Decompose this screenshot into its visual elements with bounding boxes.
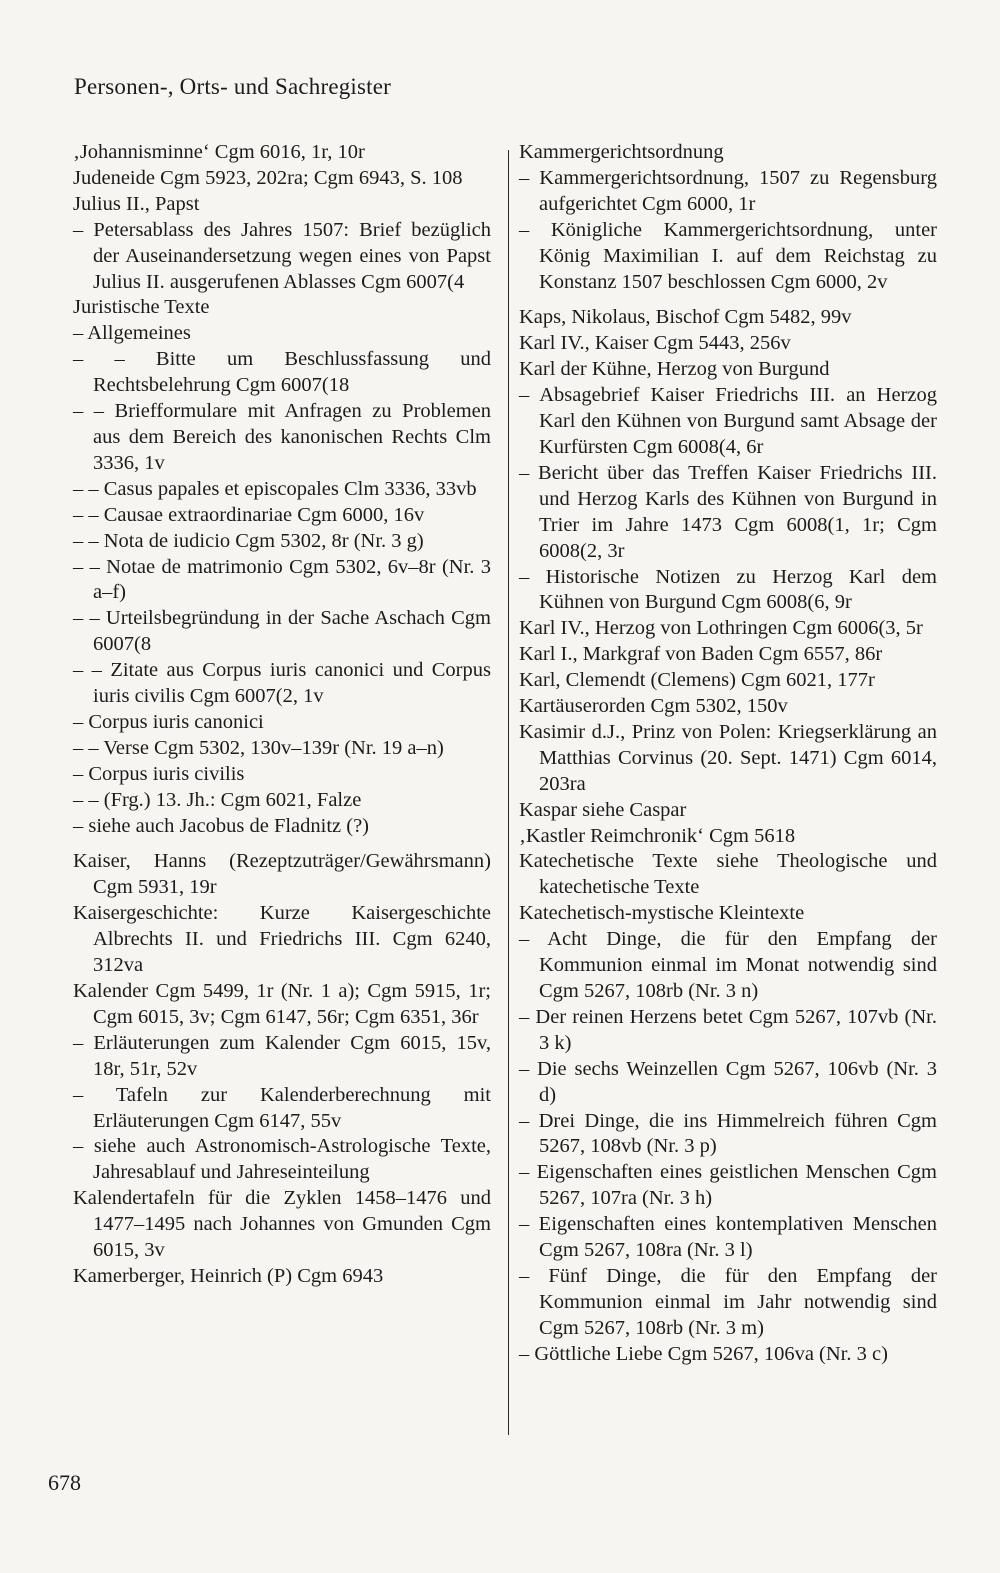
- index-entry: Kaiser, Hanns (Rezeptzuträger/Gewährsmann) Cgm 5931, 19r: [73, 850, 491, 899]
- left-column: [73, 140, 491, 1290]
- index-entry: – siehe auch Jacobus de Fladnitz (?): [73, 814, 370, 837]
- index-entry: Kaisergeschichte: Kurze Kaisergeschichte Albrechts II. und Friedrichs III. Cgm 6240, 312va: [73, 902, 491, 977]
- index-entry: – Allgemeines: [73, 322, 191, 345]
- index-entry: Katechetisch-mystische Kleintexte: [519, 902, 805, 925]
- index-entry: – Fünf Dinge, die für den Empfang der Kommunion einmal im Jahr notwendig sind Cgm 5267, 108rb (Nr. 3 m): [519, 1264, 937, 1339]
- index-entry: – – Nota de iudicio Cgm 5302, 8r (Nr. 3 g): [73, 529, 424, 552]
- index-entry: – Tafeln zur Kalenderberechnung mit Erläuterungen Cgm 6147, 55v: [73, 1083, 491, 1132]
- index-entry: – Absagebrief Kaiser Friedrichs III. an Herzog Karl den Kühnen von Burgund samt Absage der Kurfürsten Cgm 6008(4, 6r: [519, 384, 937, 458]
- index-entry: – – Notae de matrimonio Cgm 5302, 6v–8r (Nr. 3 a–f): [73, 555, 491, 604]
- index-entry: Karl IV., Kaiser Cgm 5443, 256v: [519, 332, 791, 355]
- index-entry: – – Casus papales et episcopales Clm 3336, 33vb: [73, 477, 477, 500]
- index-entry: – Die sechs Weinzellen Cgm 5267, 106vb (Nr. 3 d): [519, 1057, 937, 1106]
- index-entry: – Corpus iuris civilis: [73, 762, 245, 785]
- index-entry: – Historische Notizen zu Herzog Karl dem Kühnen von Burgund Cgm 6008(6, 9r: [519, 565, 937, 614]
- index-entry: Karl IV., Herzog von Lothringen Cgm 6006(3, 5r: [519, 617, 923, 640]
- right-column: [519, 140, 937, 1368]
- index-entry: – Corpus iuris canonici: [73, 710, 264, 733]
- index-entry: Karl, Clemendt (Clemens) Cgm 6021, 177r: [519, 669, 875, 692]
- index-entry: – Göttliche Liebe Cgm 5267, 106va (Nr. 3 c): [519, 1342, 888, 1365]
- page-number: 678: [48, 1470, 81, 1495]
- index-entry: – Drei Dinge, die ins Himmelreich führen Cgm 5267, 108vb (Nr. 3 p): [519, 1109, 937, 1158]
- column-divider: [508, 150, 509, 1435]
- index-entry: Kasimir d.J., Prinz von Polen: Kriegserklärung an Matthias Corvinus (20. Sept. 1471) Cgm 6014, 203ra: [519, 720, 937, 795]
- index-entry: ‚Kastler Reimchronik‘ Cgm 5618: [519, 824, 796, 847]
- index-entry: – siehe auch Astronomisch-Astrologische Texte, Jahresablauf und Jahreseinteilung: [73, 1135, 491, 1184]
- index-entry: – – Verse Cgm 5302, 130v–139r (Nr. 19 a–n): [73, 736, 444, 759]
- index-entry: – – Urteilsbegründung in der Sache Aschach Cgm 6007(8: [73, 607, 491, 656]
- index-entry: Karl der Kühne, Herzog von Burgund: [519, 358, 830, 381]
- index-entry: Kalender Cgm 5499, 1r (Nr. 1 a); Cgm 5915, 1r; Cgm 6015, 3v; Cgm 6147, 56r; Cgm 6351, 36r: [73, 980, 491, 1028]
- index-entry: – Petersablass des Jahres 1507: Brief bezüglich der Auseinandersetzung wegen eines von Papst Julius II. ausgerufenen Ablasses Cgm 6007(4: [73, 218, 491, 293]
- index-entry: Karl I., Markgraf von Baden Cgm 6557, 86r: [519, 643, 883, 666]
- index-entry: Judeneide Cgm 5923, 202ra; Cgm 6943, S. 108: [73, 166, 463, 189]
- index-entry: – Acht Dinge, die für den Empfang der Kommunion einmal im Monat notwendig sind Cgm 5267, 108rb (Nr. 3 n): [519, 928, 937, 1002]
- running-header: Personen-, Orts- und Sachregister: [74, 74, 392, 99]
- index-entry: – Kammergerichtsordnung, 1507 zu Regensburg aufgerichtet Cgm 6000, 1r: [519, 166, 937, 215]
- index-entry: – Erläuterungen zum Kalender Cgm 6015, 15v, 18r, 51r, 52v: [73, 1031, 491, 1080]
- index-entry: – – Bitte um Beschlussfassung und Rechtsbelehrung Cgm 6007(18: [73, 348, 491, 397]
- index-entry: – – Zitate aus Corpus iuris canonici und Corpus iuris civilis Cgm 6007(2, 1v: [73, 659, 491, 708]
- index-entry: – – (Frg.) 13. Jh.: Cgm 6021, Falze: [73, 788, 362, 811]
- index-entry: Katechetische Texte siehe Theologische und katechetische Texte: [519, 850, 937, 899]
- index-entry: Kaps, Nikolaus, Bischof Cgm 5482, 99v: [519, 306, 852, 329]
- index-entry: Juristische Texte: [73, 296, 210, 319]
- index-entry: – – Causae extraordinariae Cgm 6000, 16v: [73, 503, 425, 526]
- index-entry: – Königliche Kammergerichtsordnung, unter König Maximilian I. auf dem Reichstag zu Konstanz 1507 beschlossen Cgm 6000, 2v: [519, 218, 937, 293]
- index-entry: – – Briefformulare mit Anfragen zu Problemen aus dem Bereich des kanonischen Rechts Clm 3336, 1v: [73, 400, 491, 474]
- index-entry: Julius II., Papst: [73, 192, 200, 215]
- index-entry: – Bericht über das Treffen Kaiser Friedrichs III. und Herzog Karls des Kühnen von Burgund in Trier im Jahre 1473 Cgm 6008(1, 1r; Cgm 6008(2, 3r: [519, 461, 937, 562]
- index-entry: – Eigenschaften eines geistlichen Menschen Cgm 5267, 107ra (Nr. 3 h): [519, 1161, 937, 1210]
- index-entry: – Eigenschaften eines kontemplativen Menschen Cgm 5267, 108ra (Nr. 3 l): [519, 1213, 937, 1262]
- index-entry: – Der reinen Herzens betet Cgm 5267, 107vb (Nr. 3 k): [519, 1005, 937, 1054]
- index-entry: ‚Johannisminne‘ Cgm 6016, 1r, 10r: [73, 141, 365, 163]
- index-entry: Kartäuserorden Cgm 5302, 150v: [519, 695, 788, 718]
- index-entry: Kammergerichtsordnung: [519, 141, 724, 163]
- index-entry: Kamerberger, Heinrich (P) Cgm 6943: [73, 1264, 384, 1287]
- index-entry: Kaspar siehe Caspar: [519, 798, 687, 821]
- index-entry: Kalendertafeln für die Zyklen 1458–1476 und 1477–1495 nach Johannes von Gmunden Cgm 6015, 3v: [73, 1187, 491, 1262]
